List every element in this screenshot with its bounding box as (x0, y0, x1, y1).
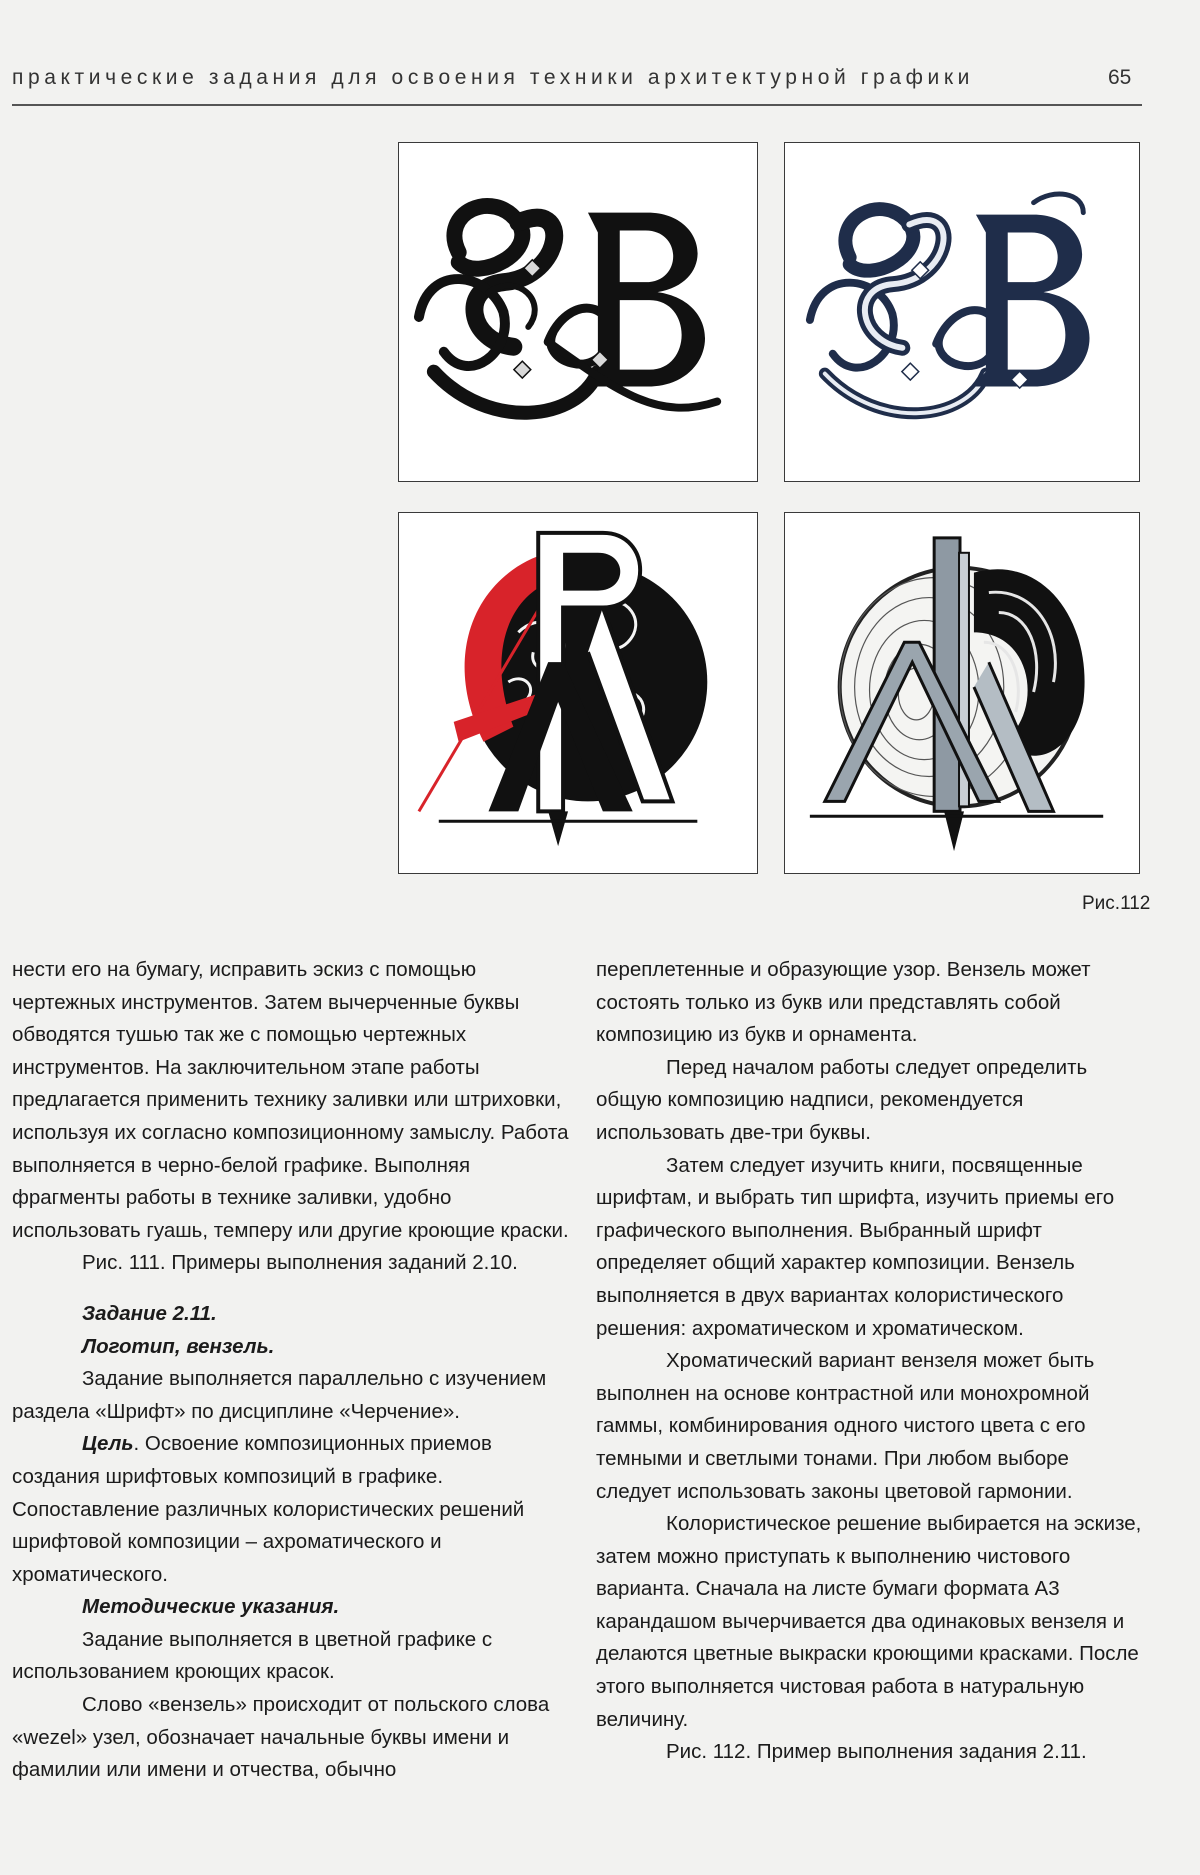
method-heading: Методические указания. (82, 1595, 340, 1619)
right-paragraph-continuation: переплетенные и образующие узор. Вензель может состоять только из букв или представлять собой композицию из букв и орнамента. (596, 958, 1091, 1047)
left-text-column (12, 954, 582, 1787)
goal-text: . Освоение композиционных приемов создания шрифтовых композиций в графике. Сопоставление различных колористических решений шрифтовой композиции – ахроматического и хроматического. (12, 1432, 525, 1586)
task-number: Задание 2.11. (82, 1301, 217, 1325)
monogram-outline-image (785, 143, 1139, 481)
monogram-red-ornament-panel (398, 512, 758, 874)
goal-paragraph (12, 1428, 582, 1591)
figure-112-caption: Рис. 112. Пример выполнения задания 2.11. (666, 1740, 1087, 1764)
right-paragraph-3: Затем следует изучить книги, посвященные шрифтам, и выбрать тип шрифта, изучить приемы его графического выполнения. Выбранный шрифт определяет общий характер композиции. Вензель выполняется в двух вариантах колористического решения: ахроматическом и хроматическом. (596, 1153, 1115, 1340)
goal-label: Цель (82, 1432, 134, 1456)
figure-111-caption: Рис. 111. Примеры выполнения заданий 2.10. (82, 1251, 518, 1275)
monogram-outline-panel (784, 142, 1140, 482)
left-paragraph-continuation: нести его на бумагу, исправить эскиз с помощью чертежных инструментов. Затем вычерченные буквы обводятся тушью так же с помощью чертежных инструментов. На заключительном этапе работы предлагается применить технику заливки или штриховки, используя их согласно композиционному замыслу. Работа выполняется в черно-белой графике. Выполняя фрагменты работы в технике заливки, удобно использовать гуашь, темперу или другие кроющие краски. (12, 958, 569, 1242)
method-paragraph-1: Задание выполняется в цветной графике с использованием кроющих красок. (12, 1627, 493, 1684)
page-number: 65 (1108, 66, 1132, 89)
spacer (12, 1280, 582, 1298)
monogram-achromatic-panel (398, 142, 758, 482)
right-paragraph-4: Хроматический вариант вензеля может быть выполнен на основе контрастной или монохромной гаммы, комбинирования одного чистого цвета с его темными и светлыми тонами. При любом выборе следует использовать законы цветовой гармонии. (596, 1349, 1095, 1503)
right-paragraph-2: Перед началом работы следует определить общую композицию надписи, рекомендуется использовать две-три буквы. (596, 1055, 1088, 1144)
monogram-wood-texture-panel (784, 512, 1140, 874)
figure-caption: Рис.112 (1082, 893, 1151, 914)
right-text-column (596, 954, 1148, 1769)
header-rule (12, 104, 1142, 106)
task-description: Задание выполняется параллельно с изучением раздела «Шрифт» по дисциплине «Черчение». (12, 1367, 547, 1423)
running-header: практические задания для освоения техники архитектурной графики (12, 66, 974, 89)
monogram-achromatic-image (399, 143, 757, 481)
monogram-wood-texture-image (785, 513, 1139, 873)
right-paragraph-5: Колористическое решение выбирается на эскизе, затем можно приступать к выполнению чистового варианта. Сначала на листе бумаги формата А3 карандашом вычерчивается два одинаковых вензеля и делаются цветные выкраски кроющими красками. После этого выполняется чистовая работа в натуральную величину. (596, 1512, 1142, 1731)
task-title: Логотип, вензель. (82, 1334, 275, 1358)
method-paragraph-2: Слово «вензель» происходит от польского слова «wezel» узел, обозначает начальные буквы имени и фамилии или имени и отчества, обычно (12, 1693, 550, 1782)
monogram-red-ornament-image (399, 513, 757, 873)
